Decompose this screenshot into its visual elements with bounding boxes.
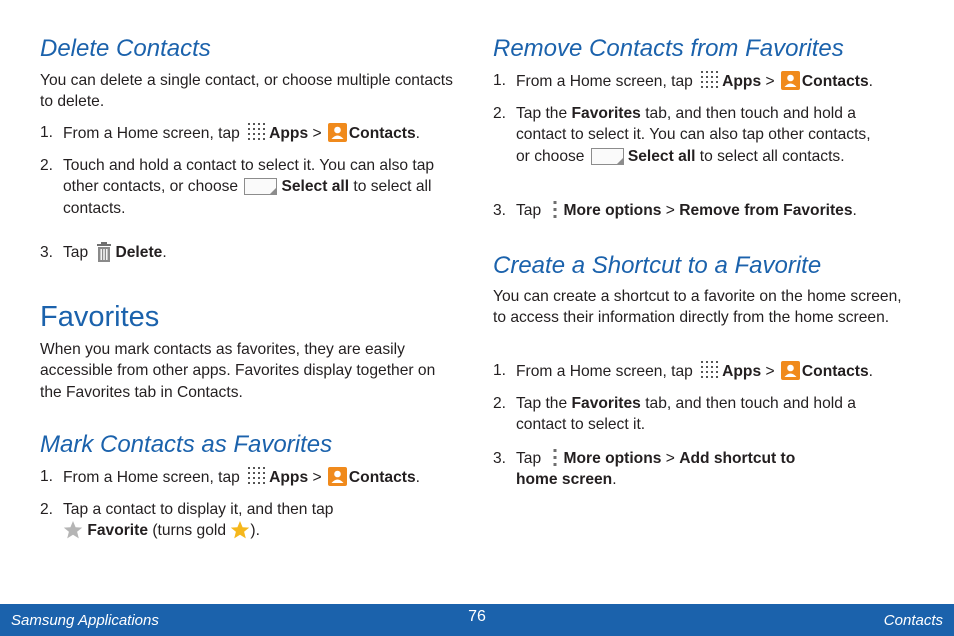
delete-step-1: 1. From a Home screen, tap Apps > Contacts.	[40, 124, 420, 142]
apps-grid-icon	[247, 122, 267, 142]
shortcut-heading: Create a Shortcut to a Favorite	[493, 252, 822, 279]
footer-section-title: Samsung Applications	[11, 612, 159, 629]
delete-step-2: 2. Touch and hold a contact to select it. You can also tap other contacts, or choose Select all to select all contacts.	[40, 157, 435, 217]
footer-chapter-title: Contacts	[883, 612, 943, 629]
checkbox-icon	[591, 148, 624, 165]
mark-step-1: 1. From a Home screen, tap Apps > Contacts.	[40, 468, 420, 486]
remove-step-3: 3. Tap More options > Remove from Favorites.	[493, 202, 857, 219]
remove-step-1: 1. From a Home screen, tap Apps > Contacts.	[493, 72, 873, 90]
shortcut-step-1: 1. From a Home screen, tap Apps > Contacts.	[493, 362, 873, 380]
more-options-icon	[552, 448, 558, 467]
favorites-heading: Favorites	[40, 301, 160, 333]
page-number: 76	[468, 608, 486, 625]
mark-favorites-heading: Mark Contacts as Favorites	[40, 431, 333, 458]
page-footer	[0, 604, 954, 636]
delete-contacts-intro: You can delete a single contact, or choose multiple contacts to delete.	[40, 72, 453, 111]
trash-icon	[96, 242, 112, 262]
apps-grid-icon	[247, 466, 267, 486]
star-gold-icon	[230, 520, 250, 540]
delete-contacts-heading: Delete Contacts	[40, 35, 211, 62]
apps-grid-icon	[700, 360, 720, 380]
contacts-app-icon	[781, 361, 800, 380]
remove-step-2: 2. Tap the Favorites tab, and then touch and hold a contact to select it. You can also tap other contacts, or choose Select all to select all contacts.	[493, 105, 871, 165]
shortcut-intro: You can create a shortcut to a favorite on the home screen, to access their information directly from the home screen.	[493, 288, 902, 327]
contacts-app-icon	[781, 71, 800, 90]
apps-grid-icon	[700, 70, 720, 90]
shortcut-step-2: 2. Tap the Favorites tab, and then touch and hold a contact to select it.	[493, 395, 856, 434]
contacts-app-icon	[328, 123, 347, 142]
star-gray-icon	[63, 520, 83, 540]
remove-favorites-heading: Remove Contacts from Favorites	[493, 35, 844, 62]
mark-step-2: 2. Tap a contact to display it, and then tap Favorite (turns gold ).	[40, 501, 334, 540]
more-options-icon	[552, 200, 558, 219]
contacts-app-icon	[328, 467, 347, 486]
delete-step-3: 3. Tap Delete.	[40, 244, 167, 261]
shortcut-step-3: 3. Tap More options > Add shortcut to home screen.	[493, 450, 796, 489]
favorites-intro: When you mark contacts as favorites, they are easily accessible from other apps. Favorites display together on the Favorites tab in Contacts.	[40, 341, 436, 401]
checkbox-icon	[244, 178, 277, 195]
